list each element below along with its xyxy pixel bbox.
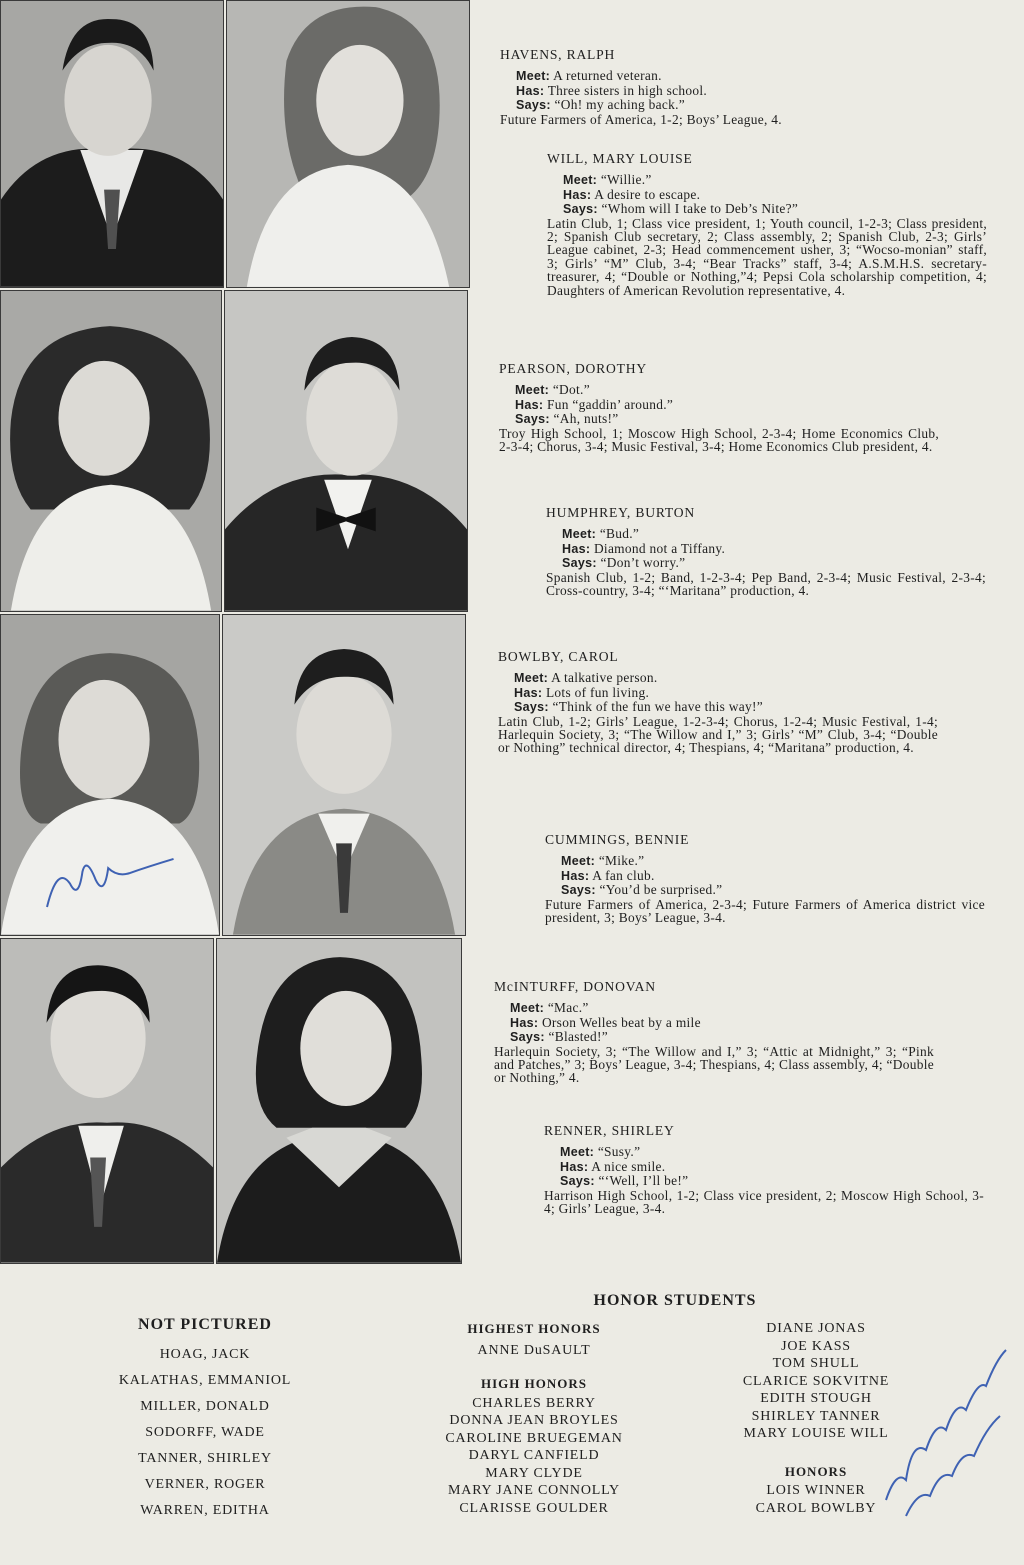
says-label: Says:: [514, 700, 549, 715]
has-label: Has:: [563, 187, 592, 202]
list-item: CLARICE SOKVITNE: [742, 1373, 890, 1389]
portrait-woman-icon: [1, 291, 221, 611]
meet-label: Meet:: [562, 527, 597, 542]
not-pictured-list: [90, 1316, 320, 1524]
meet-label: Meet:: [563, 173, 598, 188]
meet-label: Meet:: [516, 69, 551, 84]
has-label: Has:: [561, 868, 590, 883]
not-pictured-title: NOT PICTURED: [138, 1316, 272, 1333]
highest-honors-title: HIGHEST HONORS: [467, 1321, 601, 1336]
meet-text: A talkative person.: [551, 670, 658, 686]
activities-text: Spanish Club, 1-2; Band, 1-2-3-4; Pep Band, 2-3-4; Music Festival, 2-3-4; Cross-country, 3-4; “‘Maritana” production, 4.: [546, 569, 986, 599]
has-text: Lots of fun living.: [545, 684, 650, 700]
honors-column-1: [414, 1320, 654, 1517]
list-item: SHIRLEY TANNER: [751, 1408, 881, 1424]
says-text: “Oh! my aching back.”: [554, 97, 685, 113]
student-name: HAVENS, RALPH: [500, 47, 616, 62]
student-name: PEARSON, DOROTHY: [499, 361, 647, 376]
list-item: CHARLES BERRY: [472, 1395, 596, 1411]
list-item: JOE KASS: [781, 1338, 851, 1354]
list-item: CLARISSE GOULDER: [459, 1500, 609, 1516]
meet-text: “Bud.”: [599, 526, 640, 542]
student-name: WILL, MARY LOUISE: [547, 151, 693, 166]
portrait-man-icon: [1, 939, 213, 1263]
list-item: LOIS WINNER: [766, 1483, 866, 1498]
meet-text: “Mike.”: [598, 853, 645, 869]
portrait-man-icon: [223, 615, 465, 935]
photo-will-mary-louise: [226, 0, 470, 288]
meet-label: Meet:: [515, 383, 550, 398]
photo-renner-shirley: [216, 938, 462, 1264]
has-label: Has:: [560, 1159, 589, 1174]
has-label: Has:: [510, 1015, 539, 1030]
photo-humphrey-burton: [224, 290, 468, 612]
has-text: Diamond not a Tiffany.: [593, 540, 726, 556]
activities-text: Future Farmers of America, 2-3-4; Future Farmers of America district vice president, 3; Boys’ League, 3-4.: [545, 896, 985, 926]
activities-text: Troy High School, 1; Moscow High School, 2-3-4; Home Economics Club, 2-3-4; Chorus, 3-4; Music Festival, 3-4; Home Economics Club president, 4.: [499, 425, 939, 455]
list-item: WARREN, EDITHA: [140, 1502, 270, 1518]
meet-text: “Willie.”: [600, 172, 652, 188]
photo-mcinturff-donovan: [0, 938, 214, 1264]
entry-bowlby-carol: [498, 650, 938, 755]
portrait-woman-icon: [227, 1, 469, 287]
list-item: CAROL BOWLBY: [755, 1500, 877, 1516]
portrait-woman-icon: [217, 939, 461, 1263]
honors-title: HONORS: [784, 1463, 848, 1479]
says-text: “Blasted!”: [548, 1029, 609, 1045]
portrait-man-icon: [225, 291, 467, 611]
honor-students-title: HONOR STUDENTS: [593, 1292, 757, 1309]
meet-label: Meet:: [561, 854, 596, 869]
portrait-man-icon: [1, 1, 223, 287]
meet-label: Meet:: [510, 1001, 545, 1016]
activities-text: Future Farmers of America, 1-2; Boys’ League, 4.: [500, 111, 782, 127]
meet-text: “Susy.”: [597, 1144, 641, 1160]
student-name: HUMPHREY, BURTON: [546, 505, 695, 520]
has-label: Has:: [516, 83, 545, 98]
list-item: TOM SHULL: [772, 1356, 860, 1371]
has-text: A desire to escape.: [594, 186, 701, 202]
list-item: MILLER, DONALD: [140, 1398, 270, 1414]
list-item: HOAG, JACK: [159, 1346, 251, 1362]
says-text: “‘Well, I’ll be!”: [598, 1173, 689, 1189]
list-item: ANNE DuSAULT: [477, 1342, 591, 1358]
entry-humphrey-burton: [546, 506, 986, 597]
list-item: DONNA JEAN BROYLES: [449, 1413, 619, 1428]
says-label: Says:: [562, 556, 597, 571]
activities-text: Harlequin Society, 3; “The Willow and I,” 3; “Attic at Midnight,” 3; “Pink and Patches,” 3; Boys’ League, 3-4; Thespians, 4; Class assembly, 4; “Double or Nothing,” 4.: [494, 1043, 934, 1086]
says-label: Says:: [516, 98, 551, 113]
list-item: DIANE JONAS: [766, 1321, 866, 1336]
photo-pearson-dorothy: [0, 290, 222, 612]
list-item: SODORFF, WADE: [145, 1424, 265, 1440]
meet-text: “Dot.”: [552, 382, 590, 398]
student-name: RENNER, SHIRLEY: [544, 1123, 675, 1138]
meet-text: “Mac.”: [547, 1000, 589, 1016]
entry-havens-ralph: [500, 48, 890, 126]
meet-label: Meet:: [560, 1145, 595, 1160]
activities-text: Latin Club, 1; Class vice president, 1; Youth council, 1-2-3; Class president, 2; Spanish Club secretary, 2; Class assembly, 2; Spanish Club, 2-3; Girls’ League cabinet, 2-3; Head commencement usher, 3; “Wocso-monian” staff, 3; Girls’ “M” Club, 3-4; “Bear Tracks” staff, 3-4; A.S.M.H.S. secretary-treasurer, 4; “Double or Nothing,”4; Pepsi Cola scholarship competition, 4; Daughters of American Revolution representative, 4.: [547, 215, 987, 298]
list-item: DARYL CANFIELD: [468, 1448, 600, 1463]
photo-cummings-bennie: [222, 614, 466, 936]
has-label: Has:: [514, 685, 543, 700]
activities-text: Harrison High School, 1-2; Class vice president, 2; Moscow High School, 3-4; Girls’ League, 3-4.: [544, 1187, 984, 1217]
says-label: Says:: [560, 1174, 595, 1189]
student-name: CUMMINGS, BENNIE: [545, 832, 690, 847]
has-label: Has:: [515, 397, 544, 412]
entry-mcinturff-donovan: [494, 980, 934, 1085]
says-label: Says:: [563, 202, 598, 217]
list-item: VERNER, ROGER: [144, 1476, 266, 1492]
says-label: Says:: [510, 1030, 545, 1045]
photo-havens-ralph: [0, 0, 224, 288]
entry-renner-shirley: [544, 1124, 984, 1215]
says-label: Says:: [515, 412, 550, 427]
meet-text: A returned veteran.: [553, 68, 662, 84]
has-text: A fan club.: [592, 867, 655, 883]
activities-text: Latin Club, 1-2; Girls’ League, 1-2-3-4; Chorus, 1-2-4; Music Festival, 1-4; Harlequin Society, 3; “The Willow and I,” 3; Girls’ “M” Club, 3-4; “Double or Nothing” technical director, 4; Thespians, 4; “Maritana” production, 4.: [498, 713, 938, 756]
has-label: Has:: [562, 541, 591, 556]
has-text: Fun “gaddin’ around.”: [546, 396, 674, 412]
list-item: KALATHAS, EMMANIOL: [118, 1372, 292, 1388]
says-text: “Think of the fun we have this way!”: [552, 699, 763, 715]
list-item: TANNER, SHIRLEY: [138, 1450, 272, 1466]
meet-label: Meet:: [514, 671, 549, 686]
list-item: CAROLINE BRUEGEMAN: [445, 1430, 623, 1446]
says-text: “Don’t worry.”: [600, 555, 686, 571]
high-honors-title: HIGH HONORS: [481, 1376, 587, 1391]
student-name: McINTURFF, DONOVAN: [494, 979, 656, 994]
handwritten-note-icon: [866, 1320, 1016, 1526]
has-text: A nice smile.: [591, 1158, 666, 1174]
entry-pearson-dorothy: [499, 362, 939, 453]
list-item: MARY CLYDE: [485, 1465, 583, 1481]
has-text: Three sisters in high school.: [547, 82, 708, 98]
has-text: Orson Welles beat by a mile: [541, 1014, 701, 1030]
says-text: “Ah, nuts!”: [553, 411, 619, 427]
list-item: EDITH STOUGH: [760, 1391, 872, 1406]
entry-will-mary-louise: [547, 152, 987, 297]
says-text: “You’d be surprised.”: [599, 882, 723, 898]
entry-cummings-bennie: [545, 833, 985, 924]
says-text: “Whom will I take to Deb’s Nite?”: [601, 201, 799, 217]
list-item: MARY LOUISE WILL: [743, 1426, 889, 1441]
list-item: MARY JANE CONNOLLY: [448, 1483, 620, 1498]
says-label: Says:: [561, 883, 596, 898]
student-name: BOWLBY, CAROL: [498, 649, 619, 664]
